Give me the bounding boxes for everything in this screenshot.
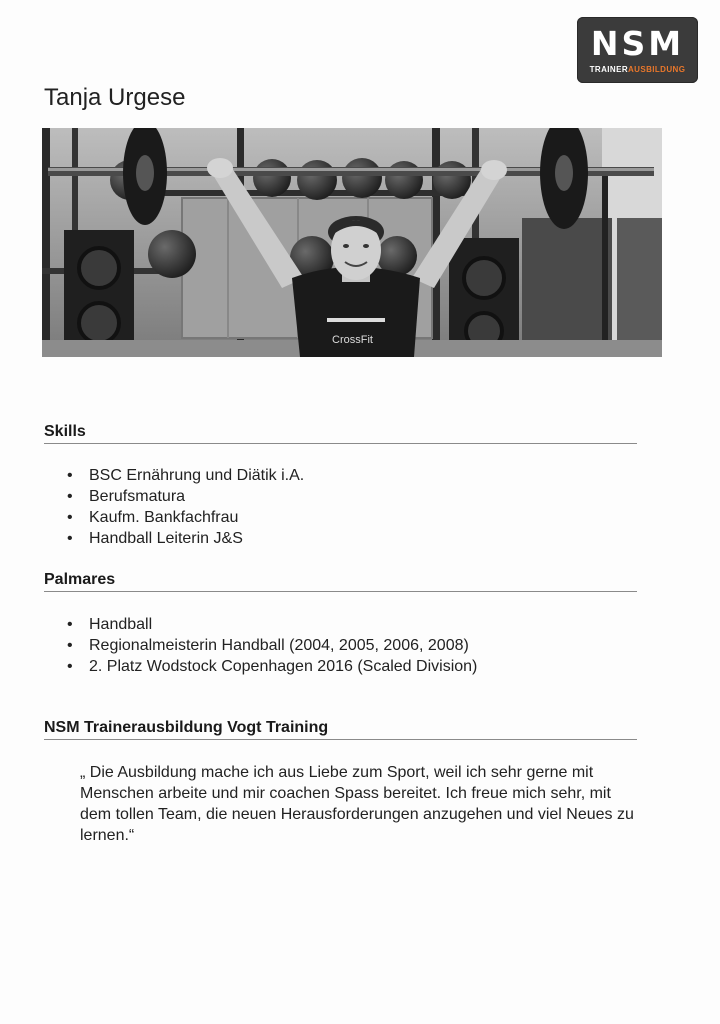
logo-tagline-ausbildung: AUSBILDUNG	[628, 65, 686, 74]
skills-list-item: • BSC Ernährung und Diätik i.A.	[67, 465, 304, 486]
person-name: Tanja Urgese	[44, 84, 186, 111]
training-heading: NSM Trainerausbildung Vogt Training	[44, 719, 637, 740]
palmares-list-item: • 2. Platz Wodstock Copenhagen 2016 (Scaled Division)	[67, 656, 477, 677]
skills-list-item: • Berufsmatura	[67, 486, 304, 507]
shirt-text: CrossFit	[332, 334, 373, 346]
logo-wordmark: NSM	[590, 24, 685, 63]
skills-heading: Skills	[44, 423, 637, 444]
skills-list-item: • Handball Leiterin J&S	[67, 528, 304, 549]
palmares-list-item: • Regionalmeisterin Handball (2004, 2005, 2006, 2008)	[67, 635, 477, 656]
skills-list-item: • Kaufm. Bankfachfrau	[67, 507, 304, 528]
palmares-heading: Palmares	[44, 571, 637, 592]
training-quote: „ Die Ausbildung mache ich aus Liebe zum Sport, weil ich sehr gerne mit Menschen arbeite und mir coachen Spass bereitet. Ich freue mich sehr, mit dem tollen Team, die neuen Herausforderungen anzugehen und viel Neues zu lernen.“	[80, 764, 634, 844]
palmares-list	[67, 614, 477, 677]
logo-tagline-trainer: TRAINER	[589, 65, 628, 74]
skills-list	[67, 465, 304, 549]
palmares-list-item: • Handball	[67, 614, 477, 635]
profile-photo	[42, 128, 662, 357]
logo-tagline	[577, 65, 698, 74]
nsm-logo	[577, 17, 698, 83]
